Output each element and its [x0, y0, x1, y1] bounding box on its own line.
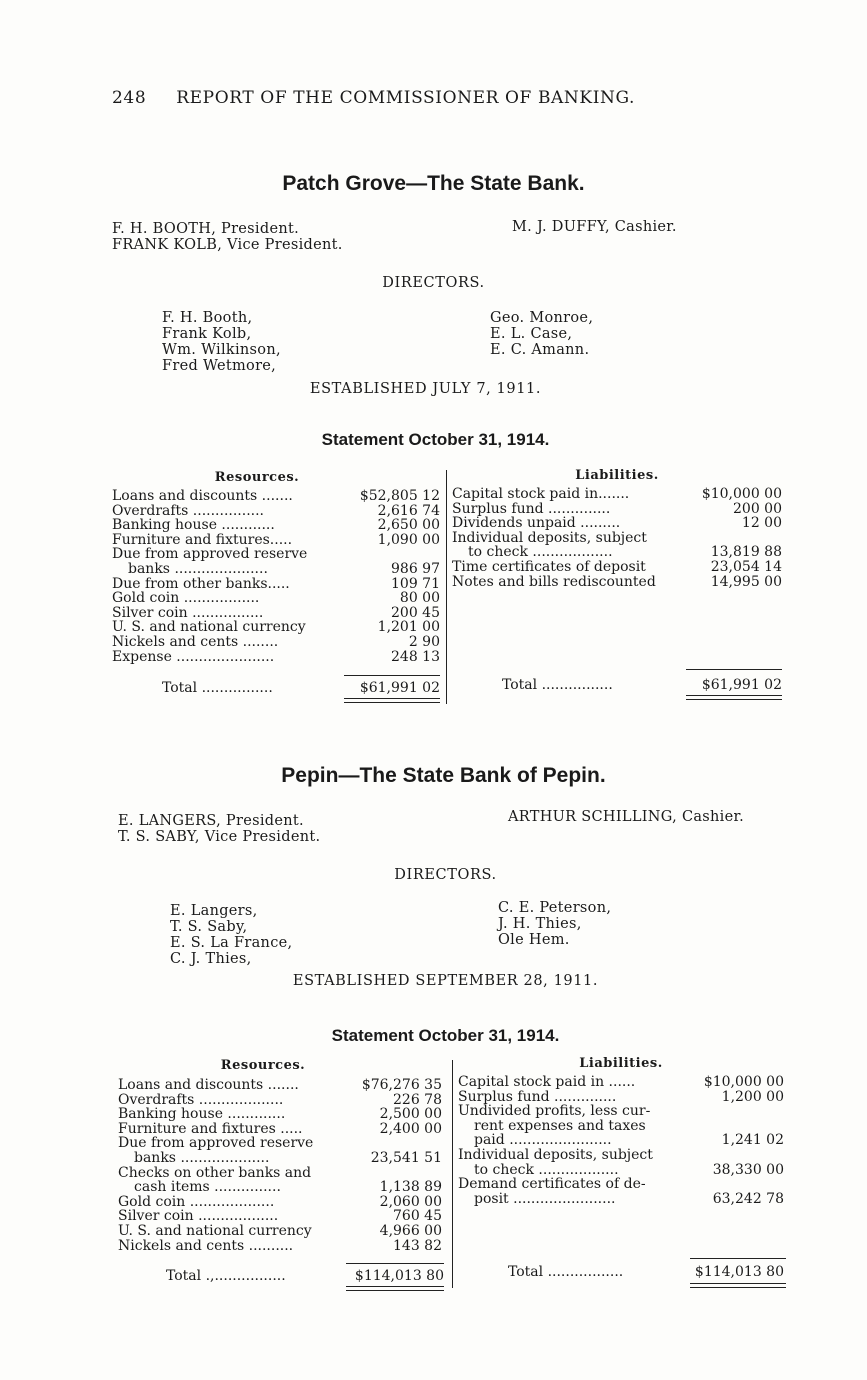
row-amount: 1,090 00	[377, 531, 440, 548]
row-label: U. S. and national currency	[112, 620, 306, 635]
double-rule	[690, 1283, 786, 1288]
row-label: Individual deposits, subject	[458, 1147, 653, 1163]
statement-row	[458, 1192, 784, 1207]
statement-row	[118, 1078, 442, 1093]
row-label: Nickels and cents ........	[112, 634, 279, 650]
row-label: Gold coin .................	[112, 591, 260, 606]
subtotal-rule	[686, 669, 782, 670]
statement-row	[118, 1093, 442, 1108]
row-label: Overdrafts ................	[112, 503, 265, 519]
liabilities-list	[452, 487, 782, 589]
resources-list	[118, 1078, 442, 1253]
row-amount: 1,138 89	[379, 1179, 442, 1196]
running-title: REPORT OF THE COMMISSIONER OF BANKING.	[176, 88, 636, 108]
director-name: C. E. Peterson,	[498, 900, 612, 916]
row-amount: 14,995 00	[710, 573, 782, 590]
row-label: Individual deposits, subject	[452, 530, 647, 546]
vice-president-line: FRANK KOLB, Vice President.	[112, 237, 343, 253]
statement-row	[458, 1104, 784, 1119]
directors-left-column	[170, 903, 292, 967]
statement-row	[112, 562, 440, 577]
director-name: Fred Wetmore,	[162, 358, 277, 374]
statement-row	[458, 1075, 784, 1090]
row-label: cash items ...............	[134, 1180, 281, 1195]
subtotal-rule	[690, 1258, 786, 1259]
subtotal-rule	[344, 675, 440, 676]
row-amount: 12 00	[741, 515, 782, 532]
row-amount: 248 13	[391, 648, 440, 665]
row-amount: 4,966 00	[379, 1222, 442, 1239]
statement-row	[458, 1163, 784, 1178]
row-amount: 1,200 00	[721, 1088, 784, 1105]
row-label: Banking house ............	[112, 518, 275, 533]
statement-row	[458, 1133, 784, 1148]
double-rule	[686, 695, 782, 700]
row-amount: 2,650 00	[377, 517, 440, 534]
director-name: T. S. Saby,	[170, 919, 248, 935]
row-label: Demand certificates of de-	[458, 1177, 646, 1192]
resources-heading: Resources.	[214, 470, 300, 485]
row-label: Undivided profits, less cur-	[458, 1104, 651, 1119]
officers-left	[112, 221, 343, 253]
statement-row	[118, 1224, 442, 1239]
running-head	[112, 88, 635, 108]
statement-row	[112, 533, 440, 548]
resources-total	[166, 1268, 444, 1284]
row-label: banks ....................	[134, 1150, 270, 1166]
page-number: 248	[112, 88, 147, 108]
statement-row	[112, 489, 440, 504]
statement-row	[118, 1136, 442, 1151]
director-name: E. C. Amann.	[490, 342, 590, 358]
row-amount: 1,201 00	[377, 619, 440, 636]
statement-row	[452, 531, 782, 546]
row-amount: 80 00	[399, 590, 440, 607]
row-label: Checks on other banks and	[118, 1165, 312, 1181]
row-label: Due from approved reserve	[112, 547, 308, 562]
resources-heading: Resources.	[220, 1058, 306, 1073]
director-name: Geo. Monroe,	[490, 310, 594, 326]
statement-row	[452, 545, 782, 560]
statement-row	[112, 650, 440, 665]
row-amount: 143 82	[393, 1237, 442, 1254]
row-label: Nickels and cents ..........	[118, 1238, 294, 1254]
row-label: rent expenses and taxes	[474, 1118, 646, 1134]
statement-row	[458, 1148, 784, 1163]
liabilities-list	[458, 1075, 784, 1206]
row-amount: 63,242 78	[712, 1190, 784, 1207]
statement-row	[112, 635, 440, 650]
row-amount: 1,241 02	[721, 1132, 784, 1149]
row-amount: 13,819 88	[710, 544, 782, 561]
statement-row	[452, 502, 782, 517]
director-name: Wm. Wilkinson,	[162, 342, 281, 358]
row-amount: 2,500 00	[379, 1106, 442, 1123]
row-label: Overdrafts ...................	[118, 1092, 284, 1108]
row-amount: 38,330 00	[712, 1161, 784, 1178]
directors-right-column	[498, 900, 611, 948]
statement-row	[118, 1107, 442, 1122]
row-label: Furniture and fixtures.....	[112, 532, 293, 548]
double-rule	[346, 1286, 444, 1291]
column-divider	[446, 470, 447, 704]
directors-heading: DIRECTORS.	[394, 867, 497, 883]
vice-president-line: T. S. SABY, Vice President.	[118, 829, 321, 845]
directors-right-column	[490, 310, 593, 358]
statement-row	[118, 1195, 442, 1210]
statement-row	[452, 516, 782, 531]
total-label: Total ................	[502, 677, 613, 693]
row-amount: 2,400 00	[379, 1120, 442, 1137]
director-name: C. J. Thies,	[170, 951, 252, 967]
row-amount: $76,276 35	[361, 1077, 442, 1093]
director-name: Ole Hem.	[498, 932, 570, 948]
row-amount: 200 45	[391, 604, 440, 621]
row-amount: 109 71	[391, 575, 440, 592]
total-label: Total ................	[162, 680, 273, 696]
liabilities-heading: Liabilities.	[579, 1056, 663, 1071]
row-label: banks .....................	[128, 561, 268, 577]
total-label: Total .................	[508, 1264, 624, 1280]
president-line: E. LANGERS, President.	[118, 813, 304, 829]
row-label: Furniture and fixtures .....	[118, 1121, 303, 1137]
statement-row	[118, 1122, 442, 1137]
statement-heading: Statement October 31, 1914.	[331, 1026, 560, 1045]
director-name: J. H. Thies,	[498, 916, 582, 932]
statement-row	[112, 504, 440, 519]
row-label: Loans and discounts .......	[118, 1078, 299, 1093]
total-amount: $61,991 02	[701, 677, 782, 693]
row-amount: $10,000 00	[703, 1074, 784, 1090]
row-label: Gold coin ...................	[118, 1194, 275, 1210]
row-label: Notes and bills rediscounted	[452, 574, 656, 590]
bank-title: Pepin—The State Bank of Pepin.	[281, 764, 606, 787]
statement-row	[112, 591, 440, 606]
director-name: E. Langers,	[170, 903, 258, 919]
row-label: Loans and discounts .......	[112, 489, 293, 504]
cashier-line: M. J. DUFFY, Cashier.	[512, 219, 677, 235]
row-label: Silver coin ................	[112, 605, 264, 621]
row-amount: 23,054 14	[710, 558, 782, 575]
total-label: Total .,................	[166, 1268, 286, 1284]
statement-row	[118, 1209, 442, 1224]
row-label: Capital stock paid in ......	[458, 1075, 636, 1090]
row-label: Silver coin ..................	[118, 1209, 279, 1224]
total-amount: $61,991 02	[359, 680, 440, 696]
liabilities-total	[502, 677, 782, 693]
director-name: E. S. La France,	[170, 935, 293, 951]
row-amount: 2,060 00	[379, 1193, 442, 1210]
row-amount: $10,000 00	[701, 486, 782, 502]
statement-row	[452, 575, 782, 590]
statement-row	[452, 560, 782, 575]
row-label: paid .......................	[474, 1133, 612, 1148]
director-name: E. L. Case,	[490, 326, 573, 342]
total-amount: $114,013 80	[354, 1268, 444, 1284]
statement-heading: Statement October 31, 1914.	[321, 430, 550, 449]
statement-row	[112, 577, 440, 592]
director-name: Frank Kolb,	[162, 326, 252, 342]
liabilities-total	[508, 1264, 784, 1280]
row-label: Time certificates of deposit	[452, 559, 646, 575]
row-label: Surplus fund ..............	[458, 1089, 617, 1105]
column-divider	[452, 1060, 453, 1288]
statement-row	[118, 1151, 442, 1166]
row-label: Surplus fund ..............	[452, 501, 611, 517]
statement-row	[458, 1177, 784, 1192]
row-label: to check ..................	[468, 545, 613, 560]
double-rule	[344, 698, 440, 703]
liabilities-heading: Liabilities.	[575, 468, 659, 483]
cashier-line: ARTHUR SCHILLING, Cashier.	[508, 809, 745, 825]
row-label: Dividends unpaid .........	[452, 516, 621, 531]
row-label: Due from other banks.....	[112, 576, 290, 592]
director-name: F. H. Booth,	[162, 310, 253, 326]
row-amount: 226 78	[393, 1091, 442, 1108]
bank-title: Patch Grove—The State Bank.	[282, 172, 585, 195]
statement-row	[118, 1239, 442, 1254]
row-label: to check ..................	[474, 1162, 619, 1178]
total-amount: $114,013 80	[694, 1264, 784, 1280]
row-label: Due from approved reserve	[118, 1136, 314, 1151]
resources-list	[112, 489, 440, 664]
officers-left	[118, 813, 320, 845]
directors-heading: DIRECTORS.	[382, 275, 485, 291]
row-label: U. S. and national currency	[118, 1223, 312, 1239]
statement-row	[118, 1166, 442, 1181]
subtotal-rule	[346, 1263, 444, 1264]
row-label: Capital stock paid in.......	[452, 487, 630, 502]
statement-row	[452, 487, 782, 502]
statement-row	[112, 620, 440, 635]
statement-row	[112, 547, 440, 562]
established-date: ESTABLISHED SEPTEMBER 28, 1911.	[292, 973, 599, 989]
statement-row	[112, 606, 440, 621]
statement-row	[118, 1180, 442, 1195]
row-label: posit .......................	[474, 1191, 616, 1207]
statement-row	[458, 1119, 784, 1134]
directors-left-column	[162, 310, 281, 374]
row-amount: 986 97	[391, 560, 440, 577]
established-date: ESTABLISHED JULY 7, 1911.	[309, 381, 542, 397]
resources-total	[162, 680, 440, 696]
statement-row	[458, 1090, 784, 1105]
president-line: F. H. BOOTH, President.	[112, 221, 300, 237]
row-amount: 760 45	[393, 1208, 442, 1225]
row-amount: 200 00	[733, 500, 782, 517]
row-amount: $52,805 12	[359, 488, 440, 504]
statement-row	[112, 518, 440, 533]
row-amount: 2,616 74	[377, 502, 440, 519]
row-amount: 23,541 51	[370, 1149, 442, 1166]
row-label: Banking house .............	[118, 1107, 286, 1122]
row-amount: 2 90	[408, 633, 440, 650]
row-label: Expense ......................	[112, 649, 275, 665]
